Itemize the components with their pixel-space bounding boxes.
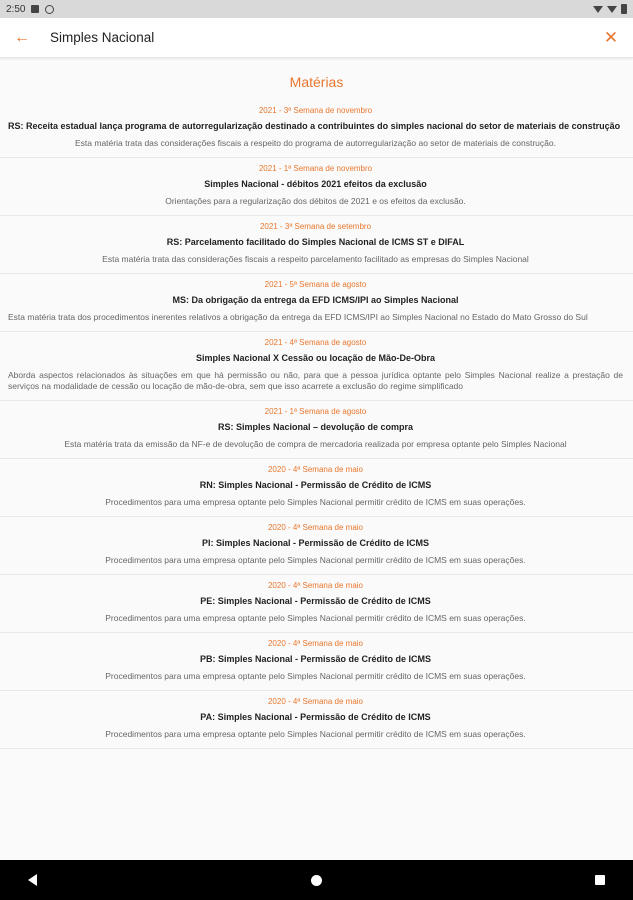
item-description: Esta matéria trata dos procedimentos inerentes relativos a obrigação da entrega da EFD ICMS/IPI ao Simples Nacional no Estado do Mato Grosso do Sul — [8, 312, 588, 322]
item-headline: RS: Receita estadual lança programa de autorregularização destinado a contribuintes do simples nacional do setor de materiais de construção — [8, 121, 621, 131]
list-item[interactable] — [0, 459, 633, 517]
list-item[interactable] — [0, 216, 633, 274]
item-headline: PI: Simples Nacional - Permissão de Crédito de ICMS — [201, 538, 430, 548]
item-date: 2020 - 4ª Semana de maio — [267, 639, 364, 648]
section-title: Matérias — [289, 74, 344, 90]
item-description: Esta matéria trata das considerações fiscais a respeito parcelamento facilitado as empresas do Simples Nacional — [102, 254, 529, 264]
list-item[interactable] — [0, 158, 633, 216]
page-title: Simples Nacional — [50, 30, 155, 45]
item-headline: Simples Nacional X Cessão ou locação de Mão-De-Obra — [195, 353, 436, 363]
list-item[interactable] — [0, 517, 633, 575]
item-headline: RS: Simples Nacional – devolução de compra — [217, 422, 414, 432]
battery-icon — [621, 4, 627, 14]
list-item[interactable] — [0, 332, 633, 401]
item-description: Esta matéria trata da emissão da NF-e de devolução de compra de mercadoria realizada por empresa optante pelo Simples Nacional — [64, 439, 567, 449]
list-item[interactable] — [0, 691, 633, 749]
status-time: 2:50 — [6, 3, 26, 15]
system-nav-bar — [0, 860, 633, 900]
item-headline: MS: Da obrigação da entrega da EFD ICMS/IPI ao Simples Nacional — [172, 295, 459, 305]
item-headline: PA: Simples Nacional - Permissão de Crédito de ICMS — [200, 712, 431, 722]
app-bar — [0, 18, 633, 58]
item-date: 2020 - 4ª Semana de maio — [267, 465, 364, 474]
item-description: Procedimentos para uma empresa optante pelo Simples Nacional permitir crédito de ICMS em suas operações. — [105, 729, 526, 739]
wifi-icon — [593, 6, 603, 13]
item-date: 2020 - 4ª Semana de maio — [267, 523, 364, 532]
item-description: Procedimentos para uma empresa optante pelo Simples Nacional permitir crédito de ICMS em suas operações. — [105, 613, 526, 623]
item-description: Procedimentos para uma empresa optante pelo Simples Nacional permitir crédito de ICMS em suas operações. — [105, 555, 526, 565]
item-date: 2021 - 3ª Semana de novembro — [258, 106, 373, 115]
item-headline: RN: Simples Nacional - Permissão de Crédito de ICMS — [199, 480, 432, 490]
status-bar — [0, 0, 633, 18]
signal-icon — [607, 6, 617, 13]
list-item[interactable] — [0, 575, 633, 633]
list-item[interactable] — [0, 274, 633, 332]
item-date: 2020 - 4ª Semana de maio — [267, 697, 364, 706]
item-date: 2021 - 1ª Semana de novembro — [258, 164, 373, 173]
item-headline: PE: Simples Nacional - Permissão de Crédito de ICMS — [200, 596, 431, 606]
list-item[interactable] — [0, 633, 633, 691]
item-description: Procedimentos para uma empresa optante pelo Simples Nacional permitir crédito de ICMS em suas operações. — [105, 497, 526, 507]
list-item[interactable] — [0, 100, 633, 158]
item-date: 2021 - 5ª Semana de agosto — [264, 280, 367, 289]
item-description: Procedimentos para uma empresa optante pelo Simples Nacional permitir crédito de ICMS em suas operações. — [105, 671, 526, 681]
item-description: Esta matéria trata das considerações fiscais a respeito do programa de autorregularização ao setor de materiais de construção. — [75, 138, 556, 148]
app-notification-icon — [45, 5, 54, 14]
list-item[interactable] — [0, 401, 633, 459]
content-list — [0, 58, 633, 860]
item-date: 2021 - 4ª Semana de agosto — [264, 338, 367, 347]
item-description: Aborda aspectos relacionados às situações em que há permissão ou não, para que a pessoa jurídica optante pelo Simples Nacional realize a prestação de serviços na modalidade de cessão ou locação de mão-de-obra, sem que isso acarrete a exclusão do regime simplificado — [8, 370, 623, 391]
nav-back-icon[interactable] — [28, 874, 37, 886]
item-date: 2021 - 1ª Semana de agosto — [264, 407, 367, 416]
close-icon[interactable]: ✕ — [603, 27, 619, 47]
item-description: Orientações para a regularização dos débitos de 2021 e os efeitos da exclusão. — [165, 196, 466, 206]
nav-recents-icon[interactable] — [595, 875, 605, 885]
item-headline: RS: Parcelamento facilitado do Simples Nacional de ICMS ST e DIFAL — [166, 237, 465, 247]
nav-home-icon[interactable] — [311, 875, 322, 886]
item-date: 2021 - 3ª Semana de setembro — [259, 222, 372, 231]
item-date: 2020 - 4ª Semana de maio — [267, 581, 364, 590]
notification-icon — [31, 5, 39, 13]
arrow-left-icon[interactable]: ← — [14, 28, 30, 46]
item-headline: PB: Simples Nacional - Permissão de Crédito de ICMS — [199, 654, 432, 664]
item-headline: Simples Nacional - débitos 2021 efeitos da exclusão — [204, 179, 427, 189]
